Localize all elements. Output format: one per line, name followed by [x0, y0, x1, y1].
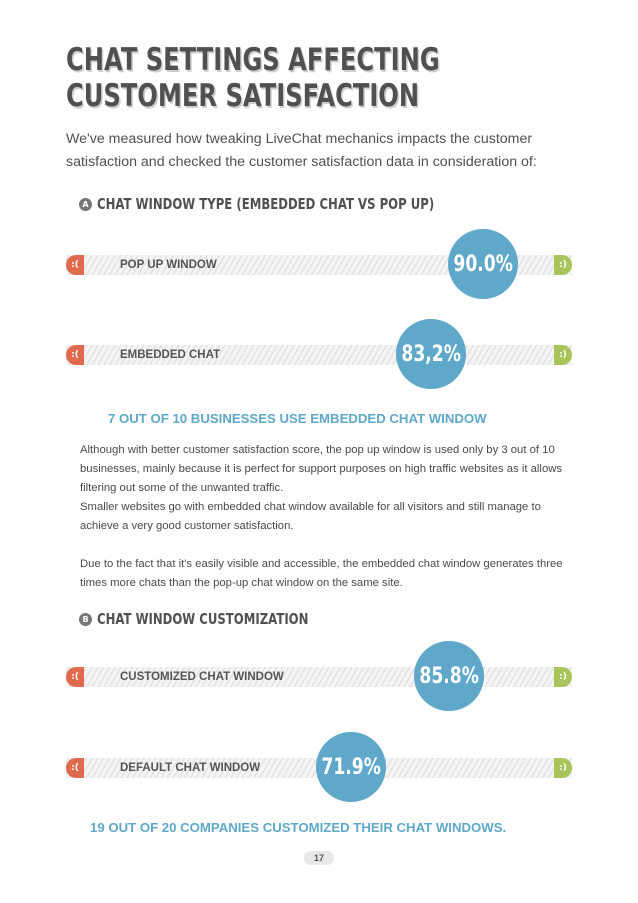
- section-a-body: [80, 441, 570, 593]
- value-pop-up: 90.0%: [453, 251, 513, 277]
- section-a-label: CHAT WINDOW TYPE (EMBEDDED CHAT VS POP UP): [97, 195, 435, 213]
- bar-label: DEFAULT CHAT WINDOW: [120, 762, 261, 774]
- bar-label: POP UP WINDOW: [120, 259, 217, 271]
- highlight-section-b: 19 OUT OF 20 COMPANIES CUSTOMIZED THEIR CHAT WINDOWS.: [90, 820, 507, 835]
- title-line-1: CHAT SETTINGS AFFECTING: [66, 42, 440, 78]
- bar-label: CUSTOMIZED CHAT WINDOW: [120, 671, 284, 683]
- page-title: [66, 42, 440, 114]
- section-b-label: CHAT WINDOW CUSTOMIZATION: [97, 610, 309, 628]
- intro-text: We've measured how tweaking LiveChat mechanics impacts the customer satisfaction and checked the customer satisfaction data in consideration of:: [66, 131, 537, 170]
- title-line-2: CUSTOMER SATISFACTION: [66, 78, 420, 114]
- sad-face-icon: :(: [66, 758, 84, 778]
- sad-face-icon: :(: [66, 255, 84, 275]
- section-b-heading: [79, 610, 368, 628]
- section-a-badge: A: [79, 198, 92, 211]
- section-b-badge: B: [79, 613, 92, 626]
- value-embedded: 83,2%: [401, 341, 461, 367]
- section-a-heading: [79, 195, 529, 213]
- sad-face-icon: :(: [66, 667, 84, 687]
- happy-face-icon: :): [554, 667, 572, 687]
- value-bubble-embedded: [396, 319, 466, 389]
- bar-embedded-chat: [66, 345, 572, 365]
- sad-face-icon: :(: [66, 345, 84, 365]
- value-bubble-customized: [414, 641, 484, 711]
- value-bubble-pop-up: [448, 229, 518, 299]
- happy-face-icon: :): [554, 345, 572, 365]
- page-number: 17: [304, 851, 334, 865]
- bar-customized-chat-window: [66, 667, 572, 687]
- paragraph: Due to the fact that it's easily visible and accessible, the embedded chat window generates three times more chats than the pop-up chat window on the same site.: [80, 558, 563, 589]
- paragraph: Although with better customer satisfaction score, the pop up window is used only by 3 out of 10 businesses, mainly because it is perfect for support purposes on high traffic websites as it allows filtering out some of the unwanted traffic.: [80, 444, 563, 494]
- happy-face-icon: :): [554, 255, 572, 275]
- highlight-section-a: 7 OUT OF 10 BUSINESSES USE EMBEDDED CHAT WINDOW: [108, 411, 487, 426]
- value-bubble-default: [316, 732, 386, 802]
- paragraph: Smaller websites go with embedded chat window available for all visitors and still manage to achieve a very good customer satisfaction.: [80, 501, 541, 532]
- value-customized: 85.8%: [419, 663, 479, 689]
- value-default: 71.9%: [321, 754, 381, 780]
- bar-label: EMBEDDED CHAT: [120, 349, 221, 361]
- happy-face-icon: :): [554, 758, 572, 778]
